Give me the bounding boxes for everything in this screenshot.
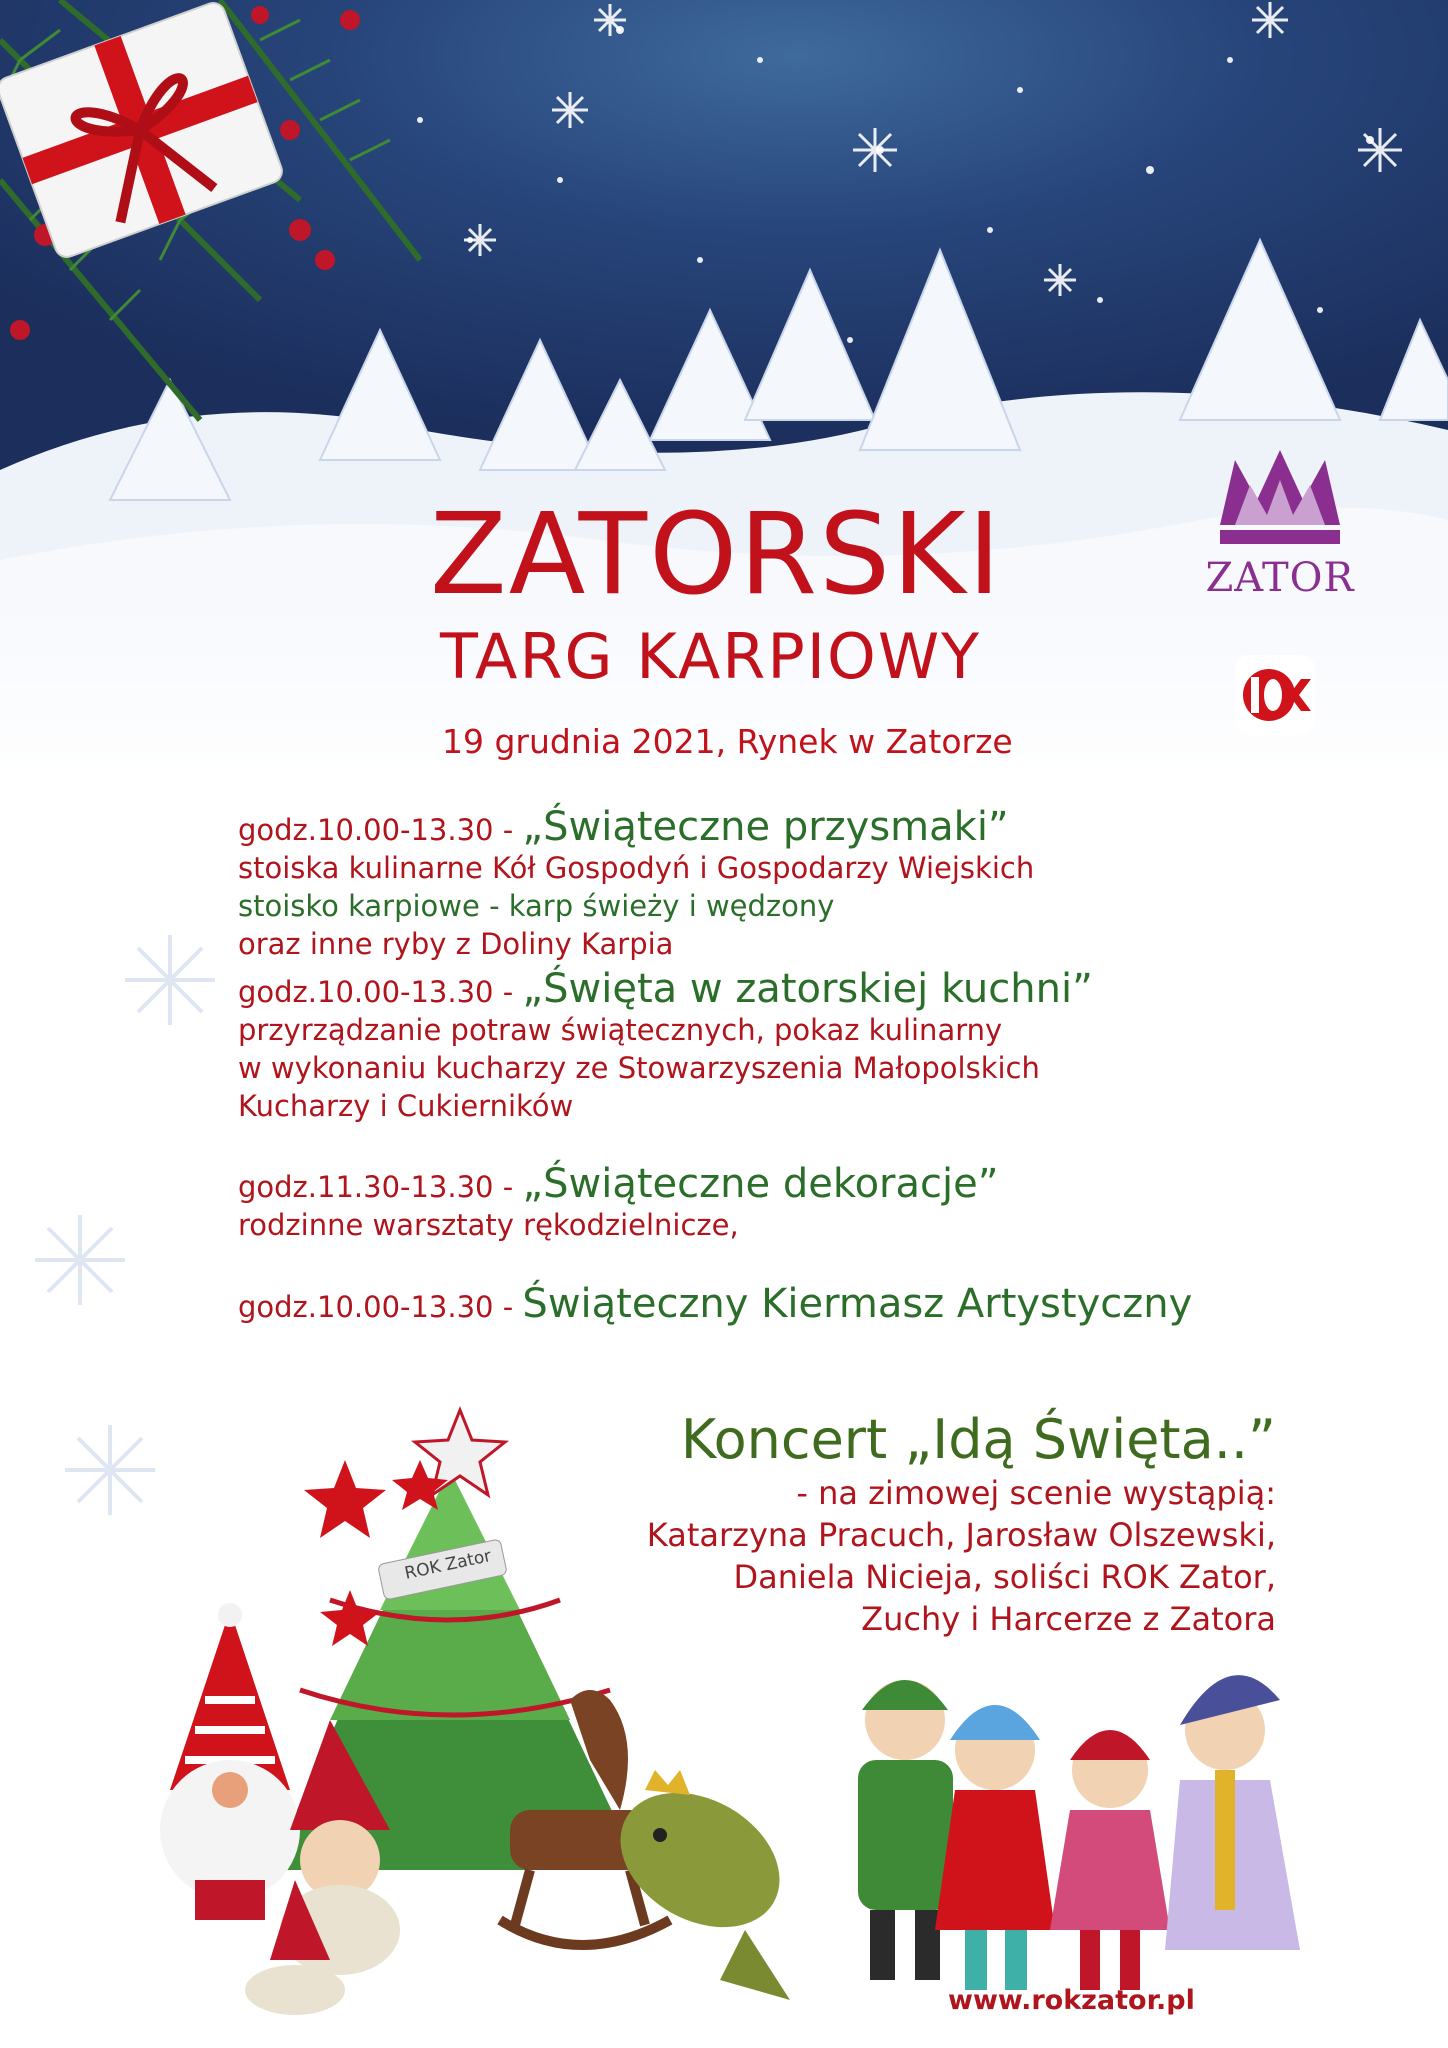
concert-section: [647, 1408, 1276, 1640]
rok-logo-icon: [1235, 655, 1315, 735]
schedule-item: [238, 1281, 1193, 1327]
schedule-headline: Świąteczny Kiermasz Artystyczny: [522, 1281, 1193, 1327]
schedule-time: godz.10.00-13.30 -: [238, 813, 523, 847]
event-subtitle: TARG KARPIOWY: [440, 620, 982, 693]
schedule-line: Kucharzy i Cukierników: [238, 1089, 574, 1123]
schedule-headline: „Świąteczne przysmaki”: [522, 804, 1009, 850]
schedule-line: stoisko karpiowe - karp świeży i wędzony: [238, 889, 835, 923]
schedule-item: [238, 966, 1093, 1125]
website-link[interactable]: www.rokzator.pl: [948, 1985, 1195, 2016]
schedule-line: rodzinne warsztaty rękodzielnicze,: [238, 1208, 739, 1242]
zator-logo-text: ZATOR: [1205, 555, 1355, 601]
schedule-line: stoiska kulinarne Kół Gospodyń i Gospodarzy Wiejskich: [238, 851, 1035, 885]
concert-line: - na zimowej scenie wystąpią:: [796, 1474, 1276, 1512]
schedule-item: [238, 804, 1035, 963]
schedule-time: godz.10.00-13.30 -: [238, 975, 523, 1009]
schedule-line: przyrządzanie potraw świątecznych, pokaz kulinarny: [238, 1013, 1003, 1047]
schedule-headline: „Święta w zatorskiej kuchni”: [522, 966, 1093, 1012]
concert-title: Koncert „Idą Święta..”: [680, 1408, 1276, 1471]
schedule-time: godz.11.30-13.30 -: [238, 1170, 523, 1204]
schedule-line: oraz inne ryby z Doliny Karpia: [238, 927, 674, 961]
concert-line: Katarzyna Pracuch, Jarosław Olszewski,: [646, 1516, 1276, 1554]
schedule-time: godz.10.00-13.30 -: [238, 1290, 523, 1324]
concert-line: Daniela Nicieja, soliści ROK Zator,: [733, 1558, 1276, 1596]
schedule-line: w wykonaniu kucharzy ze Stowarzyszenia Małopolskich: [238, 1051, 1040, 1085]
schedule-item: [238, 1161, 999, 1244]
tree-sign: ROK Zator: [402, 1546, 494, 1584]
event-title: ZATORSKI: [430, 490, 1003, 620]
schedule-headline: „Świąteczne dekoracje”: [522, 1161, 999, 1207]
concert-line: Zuchy i Harcerze z Zatora: [861, 1600, 1276, 1638]
event-date: 19 grudnia 2021, Rynek w Zatorze: [442, 722, 1013, 761]
